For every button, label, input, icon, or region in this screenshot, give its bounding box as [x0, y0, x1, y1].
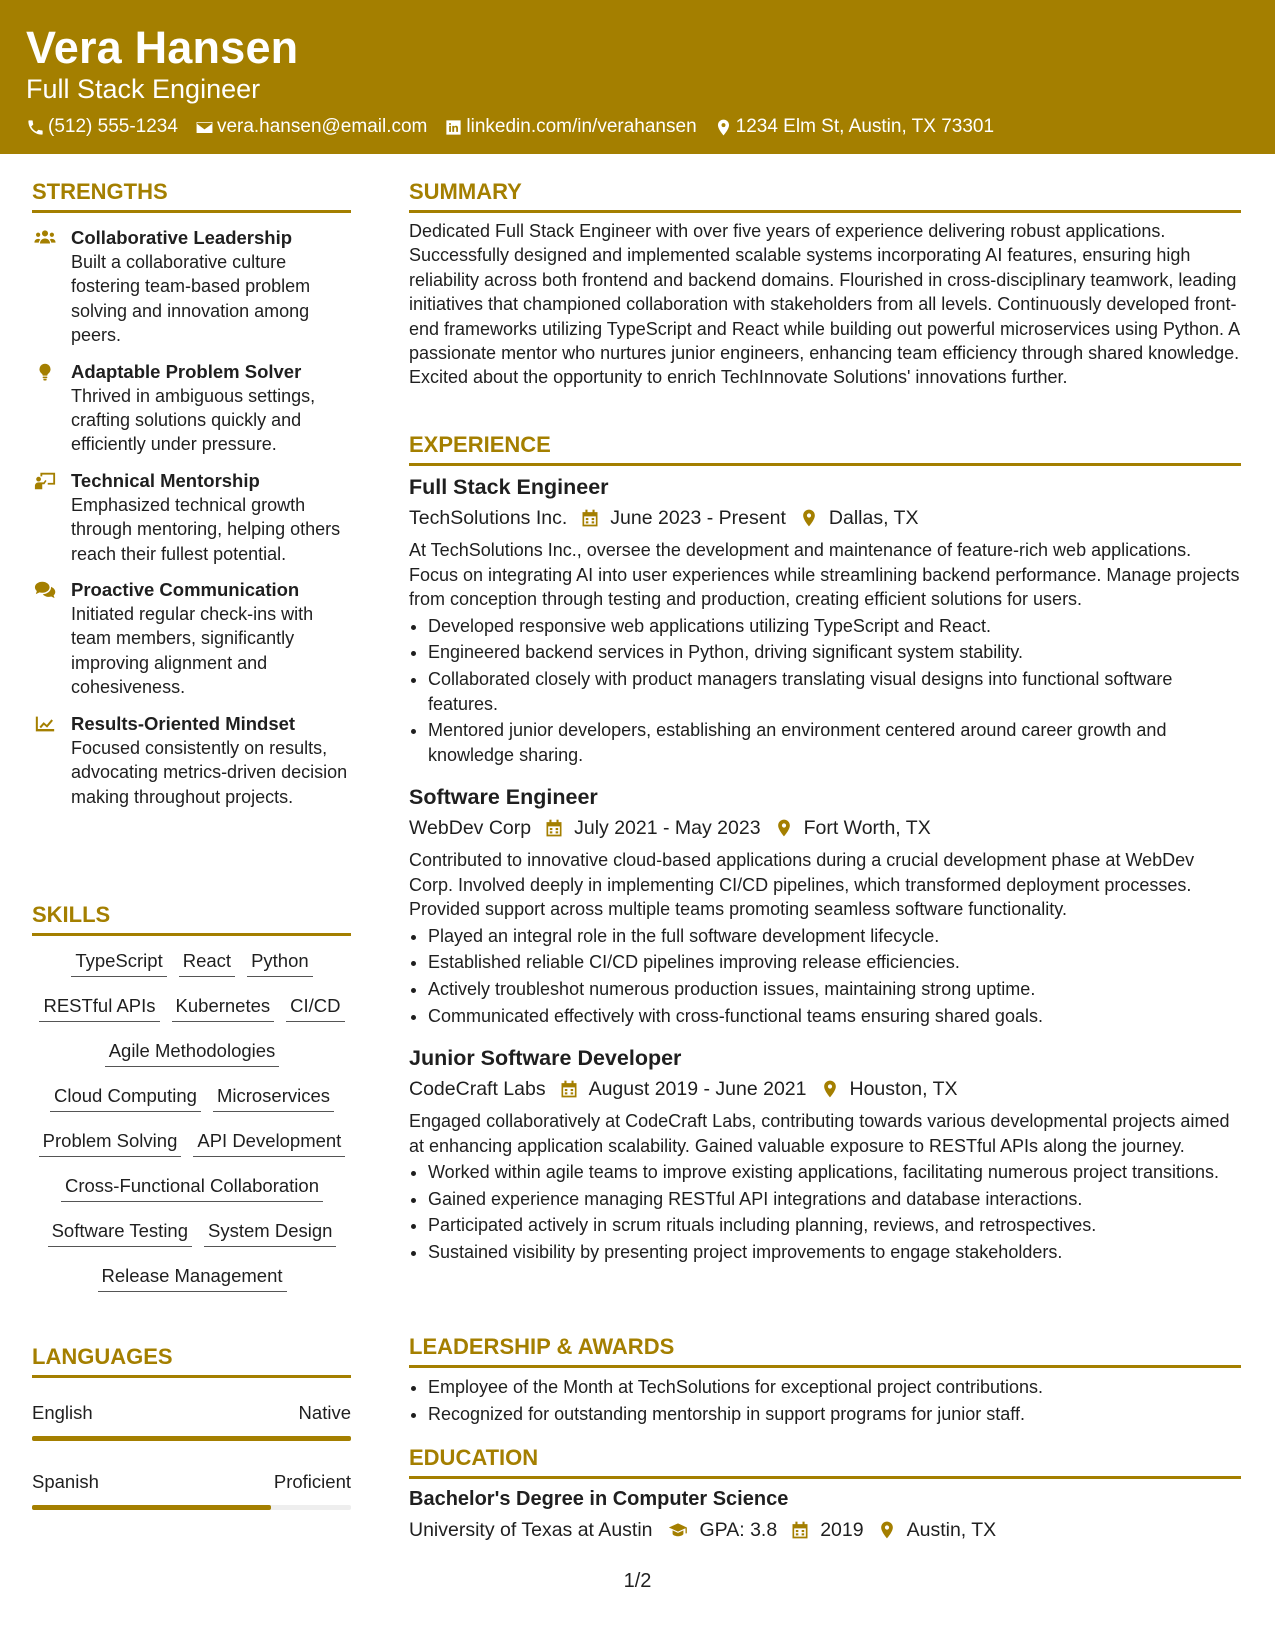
- gpa: GPA: 3.8: [699, 1519, 778, 1541]
- language-level: Native: [298, 1402, 351, 1423]
- job-bullet: • Participated actively in scrum rituals including planning, reviews, and retrospectives.: [428, 1213, 1241, 1238]
- candidate-title: Full Stack Engineer: [26, 74, 261, 104]
- strength-desc: Focused consistently on results, advocating metrics-driven decision making throughout projects.: [71, 737, 348, 807]
- envelope-icon: [195, 118, 214, 137]
- language-proficiency-bar: [32, 1436, 351, 1441]
- skill-tag: Cross-Functional Collaboration: [61, 1174, 323, 1202]
- job-bullets: [409, 614, 1241, 768]
- experience-entry: [409, 473, 1241, 769]
- strength-title: Collaborative Leadership: [71, 227, 293, 248]
- linkedin-text: linkedin.com/in/verahansen: [466, 116, 697, 137]
- language-proficiency-fill: [32, 1505, 271, 1510]
- summary-heading: SUMMARY: [409, 179, 522, 204]
- skill-row: [32, 1219, 352, 1264]
- strength-title: Technical Mentorship: [71, 469, 260, 491]
- language-proficiency-fill: [32, 1436, 351, 1441]
- strength-desc: Built a collaborative culture fostering team-based problem solving and innovation among peers.: [71, 252, 311, 346]
- strength-title: Proactive Communication: [71, 579, 300, 601]
- calendar-icon: [580, 508, 600, 528]
- skills-list: [32, 949, 352, 1309]
- strength-item: [32, 469, 352, 566]
- job-dates: August 2019 - June 2021: [588, 1078, 807, 1100]
- education-rule: [409, 1476, 1241, 1479]
- job-bullet: • Mentored junior developers, establishing an environment centered around career growth and knowledge sharing.: [428, 718, 1241, 767]
- languages-heading: LANGUAGES: [32, 1344, 173, 1369]
- job-description: Engaged collaboratively at CodeCraft Labs, contributing towards various developmental projects aimed at enhancing application scalability. Gained valuable exposure to RESTful APIs along the journey.: [409, 1111, 1230, 1156]
- strength-desc: Thrived in ambiguous settings, crafting solutions quickly and efficiently under pressure.: [71, 385, 316, 455]
- calendar-icon: [790, 1520, 810, 1540]
- job-title: Software Engineer: [409, 785, 598, 809]
- job-meta: [409, 1075, 1241, 1103]
- award-item: • Employee of the Month at TechSolutions for exceptional project contributions.: [428, 1375, 1241, 1400]
- strength-title: Adaptable Problem Solver: [71, 360, 302, 382]
- job-location: Fort Worth, TX: [803, 817, 931, 839]
- strength-desc: Emphasized technical growth through mentoring, helping others reach their fullest potential.: [71, 494, 341, 564]
- calendar-icon: [559, 1079, 579, 1099]
- contact-linkedin[interactable]: [444, 116, 696, 138]
- chart-line-icon: [34, 714, 56, 734]
- job-company: TechSolutions Inc.: [409, 507, 568, 529]
- graduation-year: 2019: [820, 1519, 864, 1541]
- job-company: WebDev Corp: [409, 817, 532, 839]
- map-marker-icon: [877, 1520, 897, 1540]
- skill-row: [32, 1039, 352, 1084]
- strength-item: [32, 578, 352, 700]
- lightbulb-icon: [34, 362, 56, 382]
- skill-tag: Python: [247, 949, 313, 977]
- page-number: 1/2: [623, 1570, 652, 1592]
- skill-tag: Problem Solving: [39, 1129, 182, 1157]
- skill-tag: React: [179, 949, 235, 977]
- candidate-name: Vera Hansen: [26, 22, 299, 73]
- skill-tag: Cloud Computing: [50, 1084, 201, 1112]
- skill-tag: Release Management: [98, 1264, 287, 1292]
- job-bullet: • Collaborated closely with product managers translating visual designs into functional software features.: [428, 667, 1241, 716]
- strengths-list: [32, 226, 352, 821]
- education-heading: EDUCATION: [409, 1445, 539, 1470]
- language-proficiency-bar: [32, 1505, 351, 1510]
- map-marker-icon: [714, 118, 733, 137]
- skill-row: [32, 1129, 352, 1174]
- skill-tag: Agile Methodologies: [105, 1039, 280, 1067]
- skill-tag: Kubernetes: [172, 994, 275, 1022]
- email-text: vera.hansen@email.com: [216, 116, 428, 137]
- address-text: 1234 Elm St, Austin, TX 73301: [735, 116, 995, 137]
- job-bullet: • Developed responsive web applications utilizing TypeScript and React.: [428, 614, 1241, 639]
- job-bullet: • Actively troubleshot numerous production issues, maintaining strong uptime.: [428, 977, 1241, 1002]
- job-bullets: [409, 924, 1241, 1028]
- job-bullet: • Worked within agile teams to improve existing applications, facilitating numerous project transitions.: [428, 1160, 1241, 1185]
- job-location: Dallas, TX: [828, 507, 919, 529]
- languages-rule: [32, 1375, 351, 1378]
- skill-tag: API Development: [193, 1129, 345, 1157]
- skill-tag: RESTful APIs: [39, 994, 159, 1022]
- awards-heading: LEADERSHIP & AWARDS: [409, 1334, 675, 1359]
- job-meta: [409, 814, 1241, 842]
- contact-email[interactable]: [195, 116, 427, 138]
- graduation-cap-icon: [666, 1520, 690, 1540]
- strength-item: [32, 712, 352, 809]
- phone-text: (512) 555-1234: [48, 116, 178, 137]
- contact-phone: [26, 116, 178, 138]
- summary-text: Dedicated Full Stack Engineer with over five years of experience delivering robust applications. Successfully designed and implemented scalable systems incorporating AI features, ensuring high reliability across both frontend and backend domains. Flourished in cross-disciplinary teamwork, leading initiatives that championed collaboration with stakeholders from all levels. Continuously developed front-end frameworks utilizing TypeScript and React while building out powerful microservices using Python. A passionate mentor who nurtures junior engineers, enhancing team efficiency through shared knowledge. Excited about the opportunity to enrich TechInnovate Solutions' innovations further.: [409, 221, 1240, 388]
- school-location: Austin, TX: [906, 1519, 997, 1541]
- job-description: At TechSolutions Inc., oversee the development and maintenance of feature-rich web applications. Focus on integrating AI into user experiences while streamlining backend performance. Manage projects from conception through testing and production, creating efficient solutions for users.: [409, 540, 1240, 610]
- job-dates: June 2023 - Present: [610, 507, 786, 529]
- skills-heading: SKILLS: [32, 902, 111, 927]
- skill-row: [32, 1084, 352, 1129]
- experience-heading: EXPERIENCE: [409, 432, 551, 457]
- school-name: University of Texas at Austin: [409, 1519, 653, 1541]
- chalkboard-teacher-icon: [34, 471, 56, 491]
- language-item: [32, 1471, 351, 1510]
- awards-rule: [409, 1365, 1241, 1368]
- contact-bar: [26, 116, 1011, 138]
- strength-desc: Initiated regular check-ins with team members, significantly improving alignment and cohesiveness.: [71, 604, 314, 698]
- job-bullet: • Engineered backend services in Python, driving significant system stability.: [428, 640, 1241, 665]
- skill-tag: Microservices: [213, 1084, 334, 1112]
- job-bullet: • Played an integral role in the full software development lifecycle.: [428, 924, 1241, 949]
- contact-address: [714, 116, 994, 138]
- skill-row: [32, 949, 352, 994]
- summary-rule: [409, 210, 1241, 213]
- experience-entry: [409, 1044, 1241, 1267]
- job-bullet: • Communicated effectively with cross-functional teams ensuring shared goals.: [428, 1004, 1241, 1029]
- users-icon: [34, 228, 56, 248]
- strengths-heading: STRENGTHS: [32, 179, 168, 204]
- experience-rule: [409, 463, 1241, 466]
- award-item: • Recognized for outstanding mentorship in support programs for junior staff.: [428, 1402, 1241, 1427]
- linkedin-icon: [444, 118, 463, 137]
- skill-tag: Software Testing: [48, 1219, 192, 1247]
- job-meta: [409, 504, 1241, 532]
- degree-title: Bachelor's Degree in Computer Science: [409, 1488, 789, 1510]
- skill-tag: CI/CD: [286, 994, 344, 1022]
- calendar-icon: [544, 818, 564, 838]
- job-description: Contributed to innovative cloud-based applications during a crucial development phase at WebDev Corp. Involved deeply in implementing CI/CD pipelines, which transformed deployment processes. Provided support across multiple teams promoting seamless software functionality.: [409, 850, 1195, 920]
- map-marker-icon: [820, 1079, 840, 1099]
- skill-row: [32, 1174, 352, 1219]
- job-dates: July 2021 - May 2023: [574, 817, 761, 839]
- resume-header: [0, 0, 1275, 154]
- map-marker-icon: [799, 508, 819, 528]
- job-bullet: • Gained experience managing RESTful API integrations and database interactions.: [428, 1187, 1241, 1212]
- language-name: English: [32, 1402, 93, 1423]
- strength-item: [32, 360, 352, 457]
- strength-title: Results-Oriented Mindset: [71, 712, 296, 734]
- skill-row: [32, 1264, 352, 1309]
- language-level: Proficient: [273, 1471, 351, 1492]
- job-bullets: [409, 1160, 1241, 1264]
- skill-tag: System Design: [204, 1219, 336, 1247]
- job-company: CodeCraft Labs: [409, 1078, 546, 1100]
- phone-icon: [26, 118, 45, 137]
- language-name: Spanish: [32, 1471, 99, 1492]
- language-item: [32, 1402, 351, 1441]
- map-marker-icon: [774, 818, 794, 838]
- job-bullet: • Established reliable CI/CD pipelines improving release efficiencies.: [428, 950, 1241, 975]
- job-location: Houston, TX: [849, 1078, 958, 1100]
- job-title: Junior Software Developer: [409, 1046, 682, 1070]
- education-entry: [409, 1485, 1241, 1544]
- comments-icon: [34, 580, 56, 600]
- strengths-rule: [32, 210, 351, 213]
- strength-item: [32, 226, 352, 348]
- awards-list: [409, 1375, 1241, 1428]
- skill-row: [32, 994, 352, 1039]
- education-meta: [409, 1516, 1241, 1544]
- skills-rule: [32, 933, 351, 936]
- job-bullet: • Sustained visibility by presenting project improvements to engage stakeholders.: [428, 1240, 1241, 1265]
- job-title: Full Stack Engineer: [409, 475, 609, 499]
- experience-entry: [409, 783, 1241, 1030]
- skill-tag: TypeScript: [71, 949, 166, 977]
